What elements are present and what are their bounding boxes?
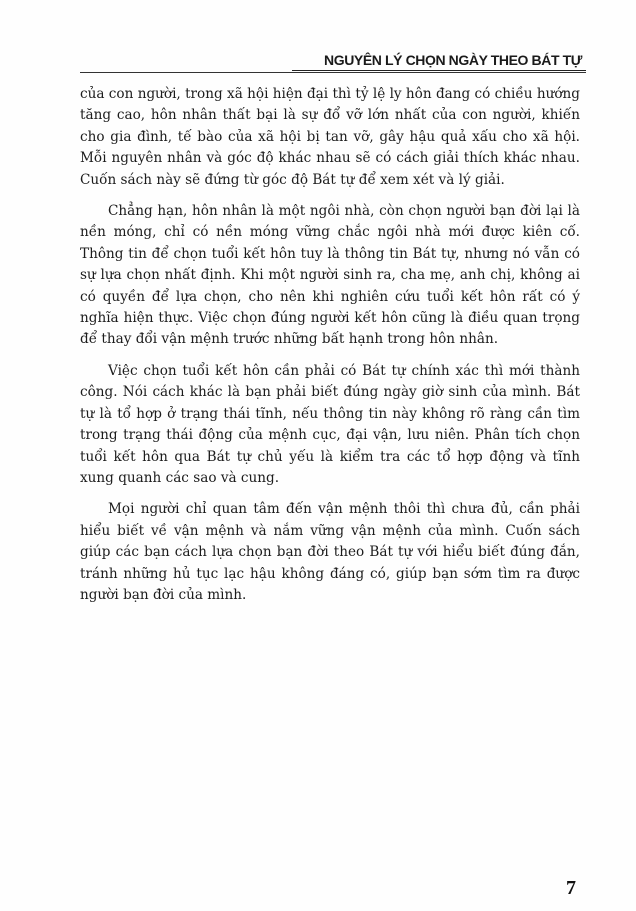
paragraph: Mọi người chỉ quan tâm đến vận mệnh thôi thì chưa đủ, cần phải hiểu biết về vận mệnh và nắm vững vận mệnh của mình. Cuốn sách giúp các bạn cách lựa chọn bạn đời theo Bát tự với hiểu biết đúng đắn, tránh những hủ tục lạc hậu không đáng có, giúp bạn sớm tìm ra được người bạn đời của mình.: [80, 501, 580, 603]
header-rule-bold: [292, 70, 586, 71]
page-number: 7: [566, 877, 576, 899]
header-rule: [80, 72, 586, 73]
paragraph: Việc chọn tuổi kết hôn cần phải có Bát tự chính xác thì mới thành công. Nói cách khác là bạn phải biết đúng ngày giờ sinh của mình. Bát tự là tổ hợp ở trạng thái tĩnh, nếu thông tin này không rõ ràng cần tìm trong trạng thái động của mệnh cục, đại vận, lưu niên. Phân tích chọn tuổi kết hôn qua Bát tự chủ yếu là kiểm tra các tổ hợp động và tĩnh xung quanh các sao và cung.: [80, 362, 580, 486]
paragraph-continuation: của con người, trong xã hội hiện đại thì tỷ lệ ly hôn đang có chiều hướng tăng cao, hôn nhân thất bại là sự đổ vỡ lớn nhất của con người, khiến cho gia đình, tế bào của xã hội bị tan vỡ, gây hậu quả xấu cho xã hội. Mỗi nguyên nhân và góc độ khác nhau sẽ có cách giải thích khác nhau. Cuốn sách này sẽ đứng từ góc độ Bát tự để xem xét và lý giải.: [80, 86, 580, 188]
paragraph: Chẳng hạn, hôn nhân là một ngôi nhà, còn chọn người bạn đời lại là nền móng, chỉ có nền móng vững chắc ngôi nhà mới được kiên cố. Thông tin để chọn tuổi kết hôn tuy là thông tin Bát tự, nhưng nó vẫn có sự lựa chọn nhất định. Khi một người sinh ra, cha mẹ, anh chị, không ai có quyền để lựa chọn, cho nên khi nghiên cứu tuổi kết hôn rất có ý nghĩa hiện thực. Việc chọn đúng người kết hôn cũng là điều quan trọng để thay đổi vận mệnh trước những bất hạnh trong hôn nhân.: [80, 203, 580, 348]
body-text: [80, 84, 580, 616]
running-header: NGUYÊN LÝ CHỌN NGÀY THEO BÁT TỰ: [324, 52, 582, 68]
